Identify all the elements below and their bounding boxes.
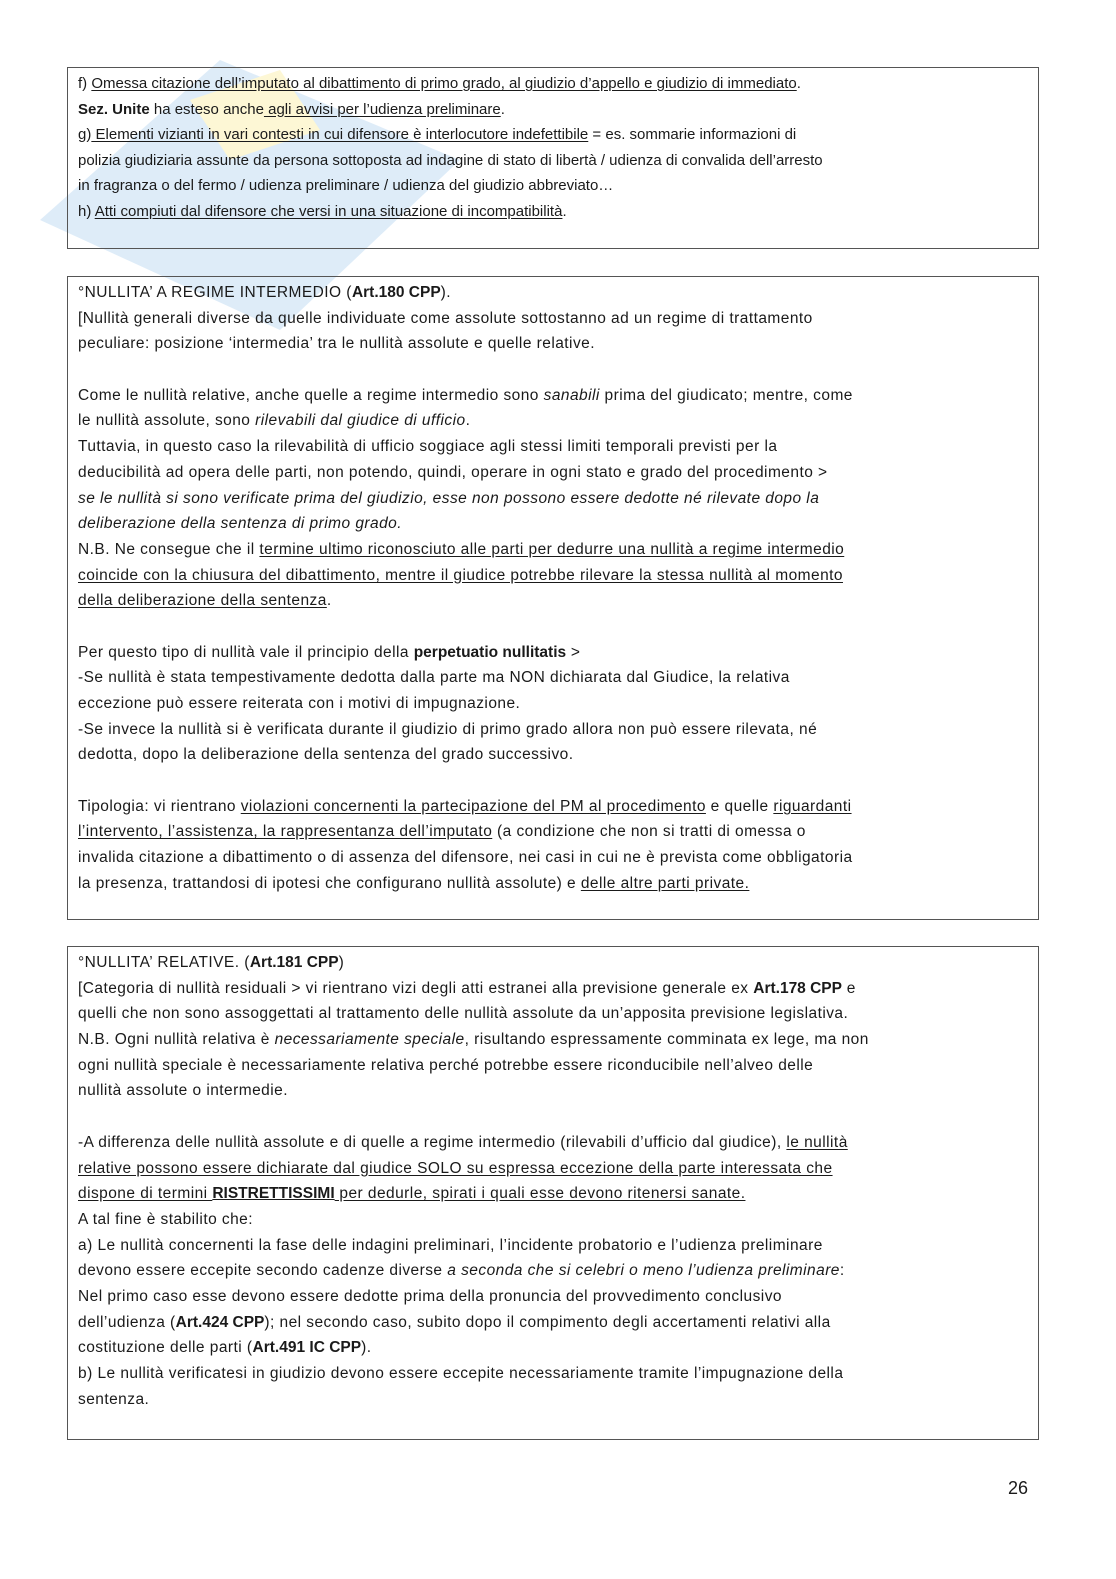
text-segment: [Nullità generali diverse da quelle individuate come assolute sottostanno ad un regime di trattamento bbox=[78, 309, 813, 327]
text-segment: N.B. Ne consegue che il bbox=[78, 540, 260, 558]
text-segment: dell’udienza ( bbox=[78, 1313, 176, 1331]
text-segment: prima del giudicato; mentre, come bbox=[599, 386, 853, 404]
text-segment: g) bbox=[78, 126, 92, 143]
text-segment: eccezione può essere reiterata con i motivi di impugnazione. bbox=[78, 695, 521, 712]
text-segment: h) bbox=[78, 202, 95, 220]
text-line bbox=[78, 408, 853, 434]
text-line bbox=[78, 768, 853, 794]
text-line bbox=[78, 1284, 869, 1310]
text-segment: Art.181 CPP bbox=[249, 954, 339, 971]
text-line bbox=[78, 563, 853, 589]
text-segment: perpetuatio nullitatis bbox=[413, 643, 567, 661]
text-line bbox=[78, 588, 853, 614]
text-segment: costituzione delle parti ( bbox=[78, 1339, 253, 1357]
text-line bbox=[78, 97, 823, 123]
text-segment: . bbox=[465, 412, 471, 430]
text-segment: -Se invece la nullità si è verificata durante il giudizio di primo grado allora non può essere rilevata, né bbox=[78, 720, 818, 738]
text-segment: = es. sommarie informazioni di bbox=[588, 126, 797, 143]
text-line bbox=[78, 819, 853, 845]
text-segment: della deliberazione della sentenza bbox=[78, 592, 327, 610]
text-line bbox=[78, 306, 853, 332]
text-segment: per dedurle, spirati i quali esse devono ritenersi sanate. bbox=[334, 1185, 746, 1203]
text-segment: Art.491 IC CPP bbox=[252, 1339, 362, 1357]
text-line bbox=[78, 1027, 869, 1053]
text-segment: (a condizione che non si tratti di omessa o bbox=[492, 823, 806, 841]
text-line bbox=[78, 434, 853, 460]
text-line bbox=[78, 1053, 869, 1079]
text-segment: b) Le nullità verificatesi in giudizio devono essere eccepite necessariamente tramite l’impugnazione della bbox=[78, 1365, 844, 1382]
text-segment: > bbox=[566, 643, 581, 661]
text-segment: ). bbox=[361, 1339, 372, 1357]
text-segment: . bbox=[562, 202, 567, 220]
text-line bbox=[78, 1001, 869, 1027]
text-segment: °NULLITA’ A REGIME INTERMEDIO ( bbox=[78, 284, 352, 301]
text-line bbox=[78, 148, 823, 174]
text-segment: ). bbox=[440, 284, 452, 301]
text-line bbox=[78, 357, 853, 383]
text-line bbox=[78, 537, 853, 563]
text-line bbox=[78, 331, 853, 357]
section-box-relative-nullities bbox=[67, 946, 1039, 1440]
text-segment: riguardanti bbox=[773, 797, 852, 815]
text-segment: Art.178 CPP bbox=[753, 979, 842, 997]
text-segment: Come le nullità relative, anche quelle a regime intermedio sono bbox=[78, 386, 544, 404]
text-segment: violazioni concernenti la partecipazione del PM al procedimento bbox=[240, 797, 706, 815]
text-line bbox=[78, 976, 869, 1002]
text-segment: deliberazione della sentenza di primo grado. bbox=[78, 515, 402, 533]
text-line bbox=[78, 1207, 869, 1233]
text-line bbox=[78, 742, 853, 768]
text-segment: , risultando espressamente comminata ex lege, ma non bbox=[464, 1031, 869, 1049]
text-line bbox=[78, 1233, 869, 1259]
text-segment: : bbox=[839, 1262, 845, 1280]
text-segment: [Categoria di nullità residuali > vi rientrano vizi degli atti estranei alla previsione generale ex bbox=[78, 979, 754, 997]
text-segment: . bbox=[796, 75, 801, 92]
text-segment: e quelle bbox=[705, 797, 774, 815]
text-segment: sanabili bbox=[543, 386, 600, 404]
text-segment: -Se nullità è stata tempestivamente dedotta dalla parte ma NON dichiarata dal Giudice, la relativa bbox=[78, 669, 790, 687]
section-box-intermediate-nullities bbox=[67, 276, 1039, 920]
text-segment: peculiare: posizione ‘intermedia’ tra le nullità assolute e quelle relative. bbox=[78, 335, 595, 353]
text-line bbox=[78, 511, 853, 537]
text-line bbox=[78, 1387, 869, 1413]
page-number: 26 bbox=[1008, 1478, 1029, 1498]
text-line bbox=[78, 1156, 869, 1182]
text-line bbox=[78, 1130, 869, 1156]
text-segment: Nel primo caso esse devono essere dedotte prima della pronuncia del provvedimento conclusivo bbox=[78, 1287, 782, 1305]
text-line bbox=[78, 383, 853, 409]
text-segment: l’intervento, l’assistenza, la rappresentanza dell’imputato bbox=[78, 823, 493, 841]
text-segment: devono essere eccepite secondo cadenze diverse bbox=[78, 1262, 448, 1280]
text-segment: ); nel secondo caso, subito dopo il compimento degli accertamenti relativi alla bbox=[264, 1313, 831, 1331]
text-line bbox=[78, 717, 853, 743]
text-segment: Tipologia: vi rientrano bbox=[78, 797, 241, 815]
text-segment: ha esteso anche bbox=[149, 100, 264, 118]
text-line bbox=[78, 665, 853, 691]
text-segment: e bbox=[841, 979, 856, 997]
text-segment: quelli che non sono assoggettati al trattamento delle nullità assolute da un’apposita previsione legislativa. bbox=[78, 1005, 849, 1023]
text-segment: le nullità assolute, sono bbox=[78, 412, 256, 430]
text-segment: ) bbox=[338, 954, 345, 971]
section-box-absolute-nullities-continued bbox=[67, 67, 1039, 249]
text-segment: delle altre parti private. bbox=[580, 874, 750, 892]
text-segment: deducibilità ad opera delle parti, non potendo, quindi, operare in ogni stato e grado del procedimento > bbox=[78, 463, 828, 481]
text-segment: Atti compiuti dal difensore che versi in una situazione di incompatibilità bbox=[94, 202, 563, 220]
text-segment: invalida citazione a dibattimento o di assenza del difensore, nei casi in cui ne è prevista come obbligatoria bbox=[78, 849, 853, 867]
text-line bbox=[78, 794, 853, 820]
text-segment: Sez. Unite bbox=[78, 100, 150, 118]
text-line bbox=[78, 460, 853, 486]
text-segment: agli avvisi per l’udienza preliminare bbox=[263, 100, 501, 118]
text-segment: Art.424 CPP bbox=[175, 1313, 265, 1331]
text-segment: relative possono essere dichiarate dal giudice SOLO su espressa eccezione della parte interessata che bbox=[78, 1159, 833, 1177]
text-segment: se le nullità si sono verificate prima del giudizio, esse non possono essere dedotte né rilevate dopo la bbox=[78, 489, 820, 507]
text-segment: . bbox=[326, 592, 332, 610]
text-segment: nullità assolute o intermedie. bbox=[78, 1082, 288, 1100]
text-line bbox=[78, 1078, 869, 1104]
text-line bbox=[78, 1104, 869, 1130]
text-segment: necessariamente speciale bbox=[274, 1031, 465, 1049]
text-line bbox=[78, 1361, 869, 1387]
text-segment: N.B. Ogni nullità relativa è bbox=[78, 1031, 275, 1049]
text-segment: -A differenza delle nullità assolute e di quelle a regime intermedio (rilevabili d’ufficio dal giudice), bbox=[78, 1133, 787, 1151]
text-segment: ogni nullità speciale è necessariamente relativa perché potrebbe essere riconducibile nell’alveo delle bbox=[78, 1056, 814, 1074]
text-segment: f) bbox=[78, 75, 92, 92]
text-segment: rilevabili dal giudice di ufficio bbox=[255, 412, 466, 430]
text-line bbox=[78, 199, 823, 225]
text-line bbox=[78, 71, 823, 97]
text-line bbox=[78, 486, 853, 512]
text-line bbox=[78, 1258, 869, 1284]
text-segment: Elementi vizianti in vari contesti in cui difensore è interlocutore indefettibile bbox=[91, 126, 589, 143]
text-line bbox=[78, 640, 853, 666]
text-segment: A tal fine è stabilito che: bbox=[78, 1210, 253, 1228]
text-segment: sentenza. bbox=[78, 1390, 150, 1408]
text-line bbox=[78, 950, 869, 976]
text-segment: Tuttavia, in questo caso la rilevabilità di ufficio soggiace agli stessi limiti temporali previsti per la bbox=[78, 438, 778, 456]
text-segment: dedotta, dopo la deliberazione della sentenza del grado successivo. bbox=[78, 746, 574, 764]
text-segment: termine ultimo riconosciuto alle parti per dedurre una nullità a regime intermedio bbox=[259, 540, 845, 558]
text-line bbox=[78, 845, 853, 871]
text-segment: in fragranza o del fermo / udienza preliminare / udienza del giudizio abbreviato… bbox=[78, 177, 614, 194]
text-segment: RISTRETTISSIMI bbox=[212, 1185, 335, 1203]
text-line bbox=[78, 691, 853, 717]
text-line bbox=[78, 614, 853, 640]
text-line bbox=[78, 871, 853, 897]
text-line bbox=[78, 122, 823, 148]
text-segment: a seconda che si celebri o meno l’udienza preliminare bbox=[447, 1262, 840, 1280]
text-segment: a) Le nullità concernenti la fase delle indagini preliminari, l’incidente probatorio e l’udienza preliminare bbox=[78, 1236, 823, 1254]
text-line bbox=[78, 1310, 869, 1336]
text-segment: Omessa citazione dell’imputato al dibattimento di primo grado, al giudizio d’appello e giudizio di immediato bbox=[91, 75, 797, 92]
text-segment: . bbox=[500, 100, 505, 118]
text-segment: coincide con la chiusura del dibattimento, mentre il giudice potrebbe rilevare la stessa nullità al momento bbox=[78, 566, 843, 584]
text-line bbox=[78, 1335, 869, 1361]
text-line bbox=[78, 280, 853, 306]
text-line bbox=[78, 173, 823, 199]
text-segment: Art.180 CPP bbox=[351, 284, 441, 301]
text-segment: Per questo tipo di nullità vale il principio della bbox=[78, 643, 414, 661]
text-segment: polizia giudiziaria assunte da persona sottoposta ad indagine di stato di libertà / udienza di convalida dell’arresto bbox=[78, 151, 823, 169]
text-segment: °NULLITA’ RELATIVE. ( bbox=[78, 954, 250, 971]
text-line bbox=[78, 1181, 869, 1207]
text-segment: le nullità bbox=[786, 1133, 848, 1151]
text-segment: la presenza, trattandosi di ipotesi che configurano nullità assolute) e bbox=[78, 874, 581, 892]
text-segment: dispone di termini bbox=[78, 1185, 213, 1203]
